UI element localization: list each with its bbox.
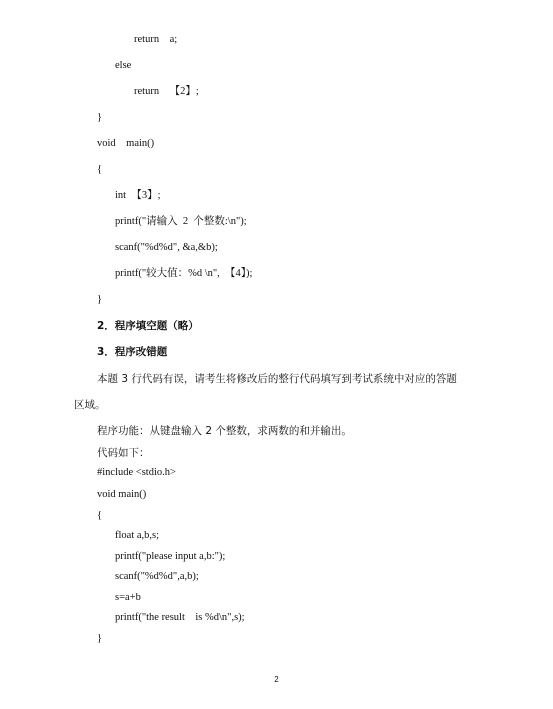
code-line-printf-result: printf("the result is %d\n",s); [115,612,245,623]
code-line-scanf-2: scanf("%d%d",a,b); [115,571,199,582]
code-line-close-brace-2: } [97,294,103,305]
code-line-include: #include <stdio.h> [97,467,176,478]
function-description: 程序功能：从键盘输入 2 个整数，求两数的和并输出。 [97,425,352,437]
code-line-return-a: return a; [134,34,178,45]
code-line-open-brace-2: { [97,510,103,521]
code-line-void-main: void main() [97,138,155,149]
code-line-return-blank-2: return 【2】; [134,86,199,97]
code-line-close-brace-3: } [97,633,103,644]
intro-text-line-2: 区域。 [74,399,106,411]
section-heading-fill-in: 2．程序填空题（略） [97,320,199,332]
code-line-sum: s=a+b [115,592,141,603]
code-label: 代码如下： [97,447,150,459]
code-line-printf-input: printf("please input a,b:"); [115,551,226,562]
section-heading-error-correction: 3．程序改错题 [97,346,168,358]
code-line-printf-prompt: printf("请输入 2 个整数:\n"); [115,216,247,227]
code-line-close-brace: } [97,112,103,123]
code-line-else: else [115,60,132,71]
code-line-scanf: scanf("%d%d", &a,&b); [115,242,218,253]
code-line-void-main-2: void main() [97,489,147,500]
page-number: 2 [274,675,279,684]
code-line-printf-max: printf("较大值：%d \n", 【4】); [115,268,253,279]
code-line-open-brace: { [97,164,103,175]
intro-text-line-1: 本题 3 行代码有误，请考生将修改后的整行代码填写到考试系统中对应的答题 [97,373,457,385]
code-line-float-decl: float a,b,s; [115,530,160,541]
code-line-int-blank-3: int 【3】; [115,190,161,201]
